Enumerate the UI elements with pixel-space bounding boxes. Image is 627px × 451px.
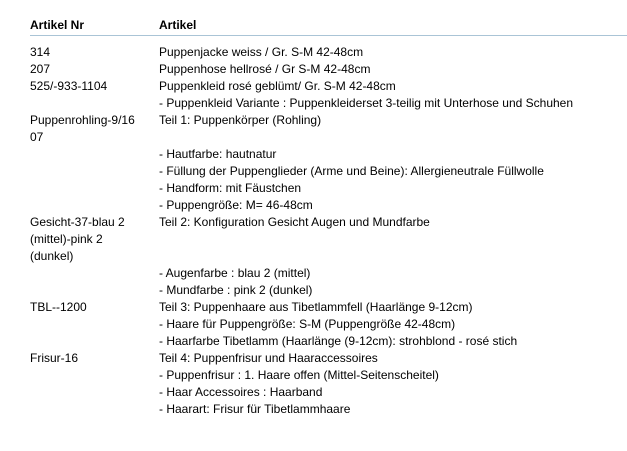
description-line: - Haare für Puppengröße: S-M (Puppengröße 42-48cm) xyxy=(159,317,456,331)
description-line xyxy=(159,248,627,265)
table-row xyxy=(30,78,627,112)
description-line: - Füllung der Puppenglieder (Arme und Beine): Allergieneutrale Füllwolle xyxy=(159,164,544,178)
description-line: - Haarfarbe Tibetlamm (Haarlänge (9-12cm): strohblond - rosé stich xyxy=(159,334,518,348)
table-row xyxy=(30,350,627,418)
table-row xyxy=(30,214,627,299)
article-description xyxy=(159,78,627,112)
table-row xyxy=(30,299,627,350)
description-line: - Puppenfrisur : 1. Haare offen (Mittel-Seitenscheitel) xyxy=(159,368,439,382)
description-line: Teil 3: Puppenhaare aus Tibetlammfell (Haarlänge 9-12cm) xyxy=(159,300,473,314)
article-description xyxy=(159,214,627,299)
description-line: - Handform: mit Fäustchen xyxy=(159,181,302,195)
article-number: TBL--1200 xyxy=(30,300,87,314)
description-line: Puppenhose hellrosé / Gr S-M 42-48cm xyxy=(159,62,371,76)
article-number: 207 xyxy=(30,62,51,76)
description-line: Teil 4: Puppenfrisur und Haaraccessoires xyxy=(159,351,378,365)
table-row xyxy=(30,61,627,78)
article-description xyxy=(159,350,627,418)
description-line: - Puppenkleid Variante : Puppenkleiderset 3-teilig mit Unterhose und Schuhen xyxy=(159,96,574,110)
description-line: Teil 1: Puppenkörper (Rohling) xyxy=(159,113,322,127)
description-line: Puppenjacke weiss / Gr. S-M 42-48cm xyxy=(159,45,364,59)
table-row xyxy=(30,44,627,61)
description-line: Puppenkleid rosé geblümt/ Gr. S-M 42-48cm xyxy=(159,79,396,93)
description-line: - Haar Accessoires : Haarband xyxy=(159,385,323,399)
description-line: - Haarart: Frisur für Tibetlammhaare xyxy=(159,402,351,416)
article-number: 314 xyxy=(30,45,51,59)
description-line: - Mundfarbe : pink 2 (dunkel) xyxy=(159,283,313,297)
article-number: Gesicht-37-blau 2 (mittel)-pink 2 (dunkel) xyxy=(30,215,125,263)
description-line: Teil 2: Konfiguration Gesicht Augen und Mundfarbe xyxy=(159,215,430,229)
description-line: - Hautfarbe: hautnatur xyxy=(159,147,277,161)
description-line xyxy=(159,129,627,146)
description-line: - Puppengröße: M= 46-48cm xyxy=(159,198,313,212)
article-number: Frisur-16 xyxy=(30,351,79,365)
description-line: - Augenfarbe : blau 2 (mittel) xyxy=(159,266,311,280)
article-description xyxy=(159,61,627,78)
header-divider xyxy=(30,35,627,36)
article-number: Puppenrohling-9/16 07 xyxy=(30,113,135,144)
column-header-artikel: Artikel xyxy=(159,18,197,32)
article-description xyxy=(159,44,627,61)
article-description xyxy=(159,112,627,214)
column-header-artikel-nr: Artikel Nr xyxy=(30,18,85,32)
article-number: 525/-933-1104 xyxy=(30,79,108,93)
table-row xyxy=(30,112,627,214)
description-line xyxy=(159,231,627,248)
table-body xyxy=(30,44,627,418)
article-description xyxy=(159,299,627,350)
